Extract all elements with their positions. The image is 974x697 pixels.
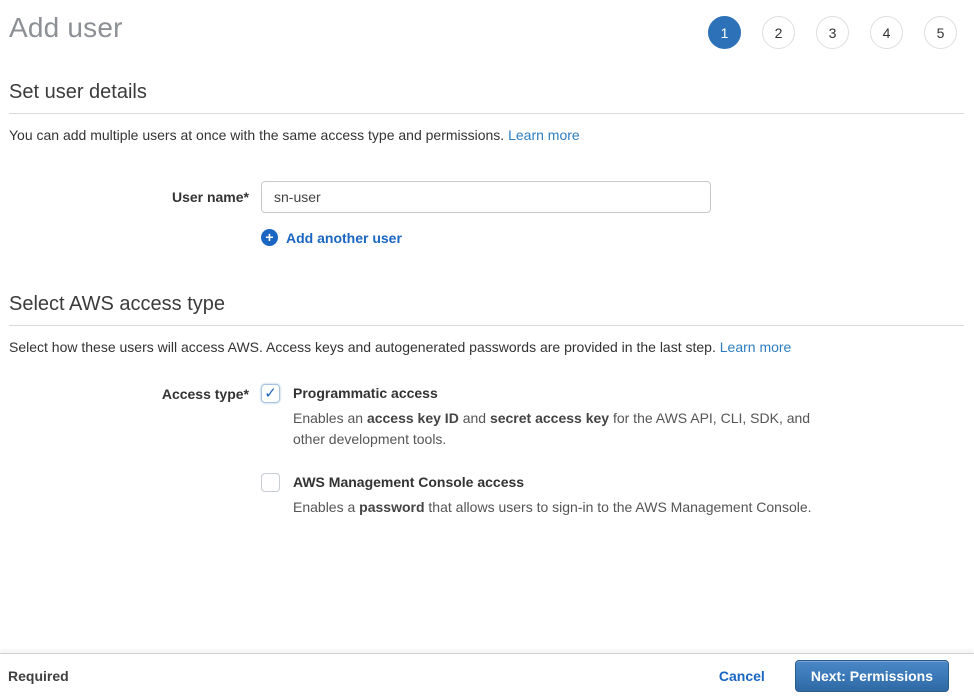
step-indicator-1: 1 — [708, 16, 741, 49]
learn-more-link-user-details[interactable]: Learn more — [508, 127, 580, 143]
page-header — [9, 12, 964, 49]
wizard-footer — [0, 653, 974, 697]
page-title: Add user — [9, 12, 123, 43]
wizard-steps — [708, 16, 957, 49]
step-indicator-4: 4 — [870, 16, 903, 49]
programmatic-access-title: Programmatic access — [293, 385, 438, 401]
desc-text: for the AWS API, CLI, SDK, and other development tools. — [293, 410, 811, 447]
step-indicator-5: 5 — [924, 16, 957, 49]
console-access-title: AWS Management Console access — [293, 474, 525, 490]
user-details-description-text: You can add multiple users at once with the same access type and permissions. — [9, 127, 505, 143]
access-type-row — [9, 385, 964, 535]
desc-text: and — [458, 410, 490, 426]
desc-text: that allows users to sign-in to the AWS Management Console. — [424, 499, 812, 515]
add-another-user[interactable] — [261, 229, 964, 246]
user-name-row — [9, 181, 964, 213]
add-another-user-link[interactable]: Add another user — [286, 229, 402, 246]
step-indicator-2: 2 — [762, 16, 795, 49]
console-access-desc — [293, 497, 812, 518]
desc-bold-password: password — [359, 499, 425, 515]
section-heading-access-type: Select AWS access type — [9, 293, 964, 326]
learn-more-link-access-type[interactable]: Learn more — [719, 339, 792, 355]
plus-circle-icon: + — [261, 229, 278, 246]
section-heading-user-details: Set user details — [9, 81, 964, 114]
programmatic-access-checkbox[interactable] — [261, 384, 280, 403]
user-name-input[interactable] — [261, 181, 711, 213]
cancel-button[interactable]: Cancel — [718, 667, 765, 684]
programmatic-access-desc — [293, 408, 818, 450]
user-name-label: User name* — [171, 189, 249, 205]
next-permissions-button[interactable]: Next: Permissions — [795, 660, 949, 692]
desc-bold-access-key-id: access key ID — [366, 410, 459, 426]
option-console-access — [261, 474, 818, 518]
desc-text: Enables a — [293, 499, 360, 515]
access-type-description — [9, 338, 964, 357]
checkmark-icon: ✓ — [264, 385, 277, 402]
console-access-checkbox[interactable] — [261, 473, 280, 492]
access-type-label: Access type* — [161, 386, 249, 402]
desc-bold-secret-access-key: secret access key — [489, 410, 610, 426]
user-details-description — [9, 126, 964, 145]
access-type-description-text: Select how these users will access AWS. Access keys and autogenerated passwords are provided in the last step. — [9, 339, 716, 355]
desc-text: Enables an — [293, 410, 367, 426]
step-indicator-3: 3 — [816, 16, 849, 49]
required-note: Required — [8, 667, 69, 684]
option-programmatic-access — [261, 385, 818, 450]
